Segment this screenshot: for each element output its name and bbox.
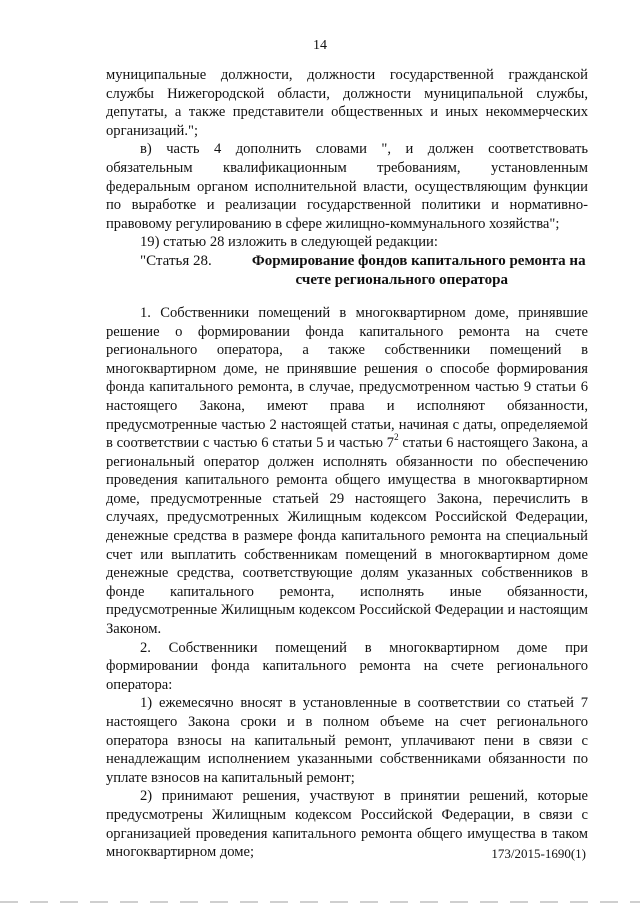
paragraph-item-v: в) часть 4 дополнить словами ", и должен соответствовать обязательным квалификационным требованиям, установленным федеральным органом исполнительной власти, осуществляющим функции по выработке и реализации государственной политики и нормативно-правовому регулированию в сфере жилищно-коммунального хозяйства"; — [106, 141, 588, 232]
document-code: 173/2015-1690(1) — [491, 846, 586, 861]
page-number: 14 — [313, 38, 327, 53]
paragraph-subitem-1: 1) ежемесячно вносят в установленные в соответствии со статьей 7 настоящего Закона сроки и в полном объеме на счет регионального оператора взносы на капитальный ремонт, уплачивают пени в связи с ненадлежащим исполнением указанными собственниками обязанности по уплате взносов на капитальный ремонт; — [106, 695, 588, 786]
paragraph-article-part-1 — [106, 304, 588, 639]
paragraph-article-part-2: 2. Собственники помещений в многоквартирном доме при формировании фонда капитального ремонта на счете регионального оператора: — [106, 639, 588, 693]
scan-edge-artifact — [0, 901, 640, 903]
article-heading — [106, 252, 588, 290]
paragraph-item-19: 19) статью 28 изложить в следующей редакции: — [140, 234, 438, 251]
document-body — [106, 66, 588, 862]
paragraph-subitem-2: 2) принимают решения, участвуют в принятии решений, которые предусмотрены Жилищным кодексом Российской Федерации, в связи с организацией проведения капитального ремонта общего имущества в таком многоквартирном доме; — [106, 788, 588, 861]
superscript: 2 — [394, 432, 399, 443]
article-title: Формирование фондов капитального ремонта на счете регионального оператора — [251, 252, 586, 288]
paragraph-continuation: муниципальные должности, должности государственной гражданской службы Нижегородской области, должности муниципальной службы, депутаты, а также представители общественных и иных некоммерческих организаций."; — [106, 67, 588, 139]
paragraph-article-part-1-text-b: статьи 6 настоящего Закона, а региональный оператор должен исполнять обязанности по обеспечению проведения капитального ремонта общего имущества в многоквартирном доме, предусмотренные статьей 29 настоящего Закона, перечислить в случаях, предусмотренных Жилищным кодексом Российской Федерации, денежные средства в размере фонда капитального ремонта на специальный счет или выплатить собственникам помещений в многоквартирном доме денежные средства, соответствующие долям указанных собственников в фонде капитального ремонта, исполнять иные обязанности, предусмотренные Жилищным кодексом Российской Федерации и настоящим Законом. — [106, 435, 588, 638]
article-number: "Статья 28. — [140, 252, 216, 269]
paragraph-article-part-1-text-a: 1. Собственники помещений в многоквартирном доме, принявшие решение о формировании фонда капитального ремонта на счете регионального оператора, а также собственники помещений в многоквартирном доме, не принявшие решения о способе формирования фонда капитального ремонта, в случае, предусмотренном частью 9 статьи 6 настоящего Закона, имеют права и исполняют обязанности, предусмотренные частью 2 настоящей статьи, начиная с даты, определяемой в соответствии с частью 6 статьи 5 и частью 7 — [106, 304, 588, 452]
